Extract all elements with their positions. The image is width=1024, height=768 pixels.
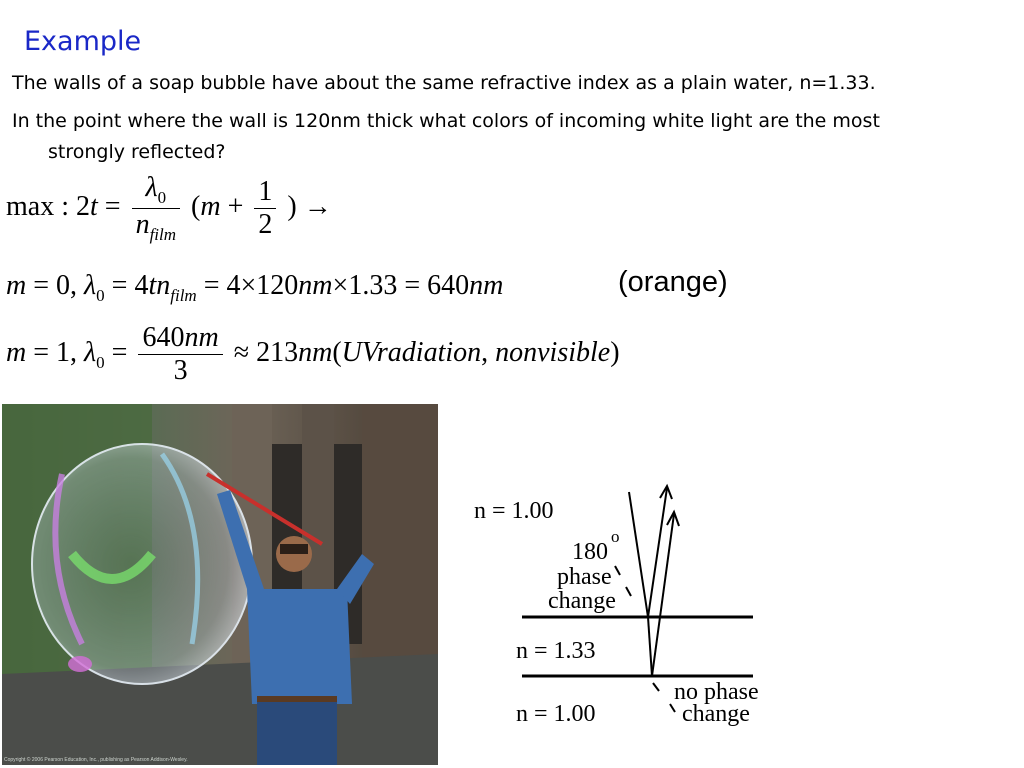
eq1-lambda-sub: 0 bbox=[157, 188, 167, 207]
pointer-180 bbox=[615, 566, 620, 575]
eq1-lhs: max : 2 bbox=[6, 190, 90, 222]
n-top-label: n = 1.00 bbox=[474, 498, 554, 524]
incident-ray bbox=[629, 492, 648, 617]
n-bottom-label: n = 1.00 bbox=[516, 701, 596, 727]
pointer-change bbox=[670, 704, 675, 712]
no-phase-label: no phase bbox=[674, 679, 759, 705]
eq3-640: 640 bbox=[142, 322, 185, 353]
eq1-arrow: → bbox=[296, 190, 332, 222]
eq1-half-num: 1 bbox=[258, 176, 273, 207]
change-bottom-label: change bbox=[682, 701, 750, 727]
change-label: change bbox=[548, 588, 616, 614]
eq2-m: m bbox=[6, 270, 27, 301]
eq1-half bbox=[254, 176, 276, 241]
reflected-ray-top bbox=[648, 488, 667, 617]
pointer-no-phase bbox=[653, 683, 659, 691]
eq1-plus: + bbox=[220, 190, 251, 222]
eq1-n-sub: film bbox=[149, 225, 177, 244]
eq2-nm2: nm bbox=[469, 270, 504, 301]
eq3-den: 3 bbox=[138, 354, 222, 387]
eq1-fraction bbox=[132, 172, 180, 245]
eq1-paren-close: ) bbox=[287, 190, 297, 222]
eq3-lambda-sub: 0 bbox=[96, 352, 105, 372]
reflected-ray-bottom bbox=[652, 514, 674, 676]
eq1-t: t bbox=[90, 190, 98, 222]
eq2-lambda: λ bbox=[84, 270, 97, 301]
paragraph-2 bbox=[12, 106, 1012, 168]
eq3-eq1: = 1, bbox=[26, 336, 85, 368]
n-mid-label: n = 1.33 bbox=[516, 638, 596, 664]
eq3-uv: UVradiation bbox=[341, 336, 482, 368]
eq3-paren-open: ( bbox=[332, 336, 342, 368]
eq2-result: ×1.33 = 640 bbox=[332, 270, 470, 301]
eq1-n: n bbox=[135, 209, 150, 240]
eq3-nm: nm bbox=[298, 336, 333, 368]
eq3-lambda: λ bbox=[84, 336, 97, 368]
slide-title: Example bbox=[24, 26, 142, 57]
eq2-lambda-sub: 0 bbox=[96, 286, 105, 305]
eq3-fraction bbox=[138, 322, 222, 387]
eq2-nm1: nm bbox=[298, 270, 333, 301]
eq2-eq4: = 4 bbox=[104, 270, 149, 301]
photo-credit: Copyright © 2006 Pearson Education, Inc., publishing as Pearson Addison-Wesley. bbox=[4, 757, 188, 763]
equation-m0 bbox=[6, 270, 503, 306]
thin-film-svg bbox=[460, 480, 790, 740]
eq2-tn: tn bbox=[148, 270, 171, 301]
phase-label: phase bbox=[557, 564, 612, 590]
eq1-paren-open: ( bbox=[191, 190, 201, 222]
eq2-eq0: = 0, bbox=[26, 270, 85, 301]
soap-bubble-illustration bbox=[2, 404, 438, 765]
paragraph-1: The walls of a soap bubble have about the same refractive index as a plain water, n=1.33. bbox=[12, 72, 876, 94]
eq3-nonvisible: nonvisible bbox=[495, 336, 611, 368]
paragraph-2-line-2: strongly reflected? bbox=[48, 141, 226, 163]
eq3-m: m bbox=[6, 336, 27, 368]
thin-film-diagram bbox=[460, 480, 790, 740]
orange-label: (orange) bbox=[618, 266, 728, 298]
soap-bubble-photo bbox=[2, 404, 438, 765]
eq1-equals: = bbox=[97, 190, 128, 222]
pointer-phase bbox=[626, 587, 631, 596]
eq2-film-sub: film bbox=[170, 286, 197, 305]
degree-label: o bbox=[611, 527, 620, 546]
eq1-lambda: λ bbox=[145, 172, 158, 203]
eq3-comma: , bbox=[481, 336, 496, 368]
eq3-approx: ≈ 213 bbox=[233, 336, 299, 368]
equation-m1 bbox=[6, 322, 620, 387]
eq1-m: m bbox=[200, 190, 221, 222]
eq3-equals: = bbox=[104, 336, 135, 368]
phase-180-label: 180 bbox=[572, 539, 608, 565]
refracted-ray bbox=[648, 617, 652, 676]
eq1-half-den: 2 bbox=[254, 208, 276, 241]
eq2-calc: = 4×120 bbox=[196, 270, 299, 301]
eq3-frac-nm: nm bbox=[184, 322, 219, 353]
eq3-paren-close: ) bbox=[610, 336, 620, 368]
equation-max-condition bbox=[6, 172, 332, 245]
paragraph-2-line-1: In the point where the wall is 120nm thick what colors of incoming white light are the most bbox=[12, 110, 880, 132]
